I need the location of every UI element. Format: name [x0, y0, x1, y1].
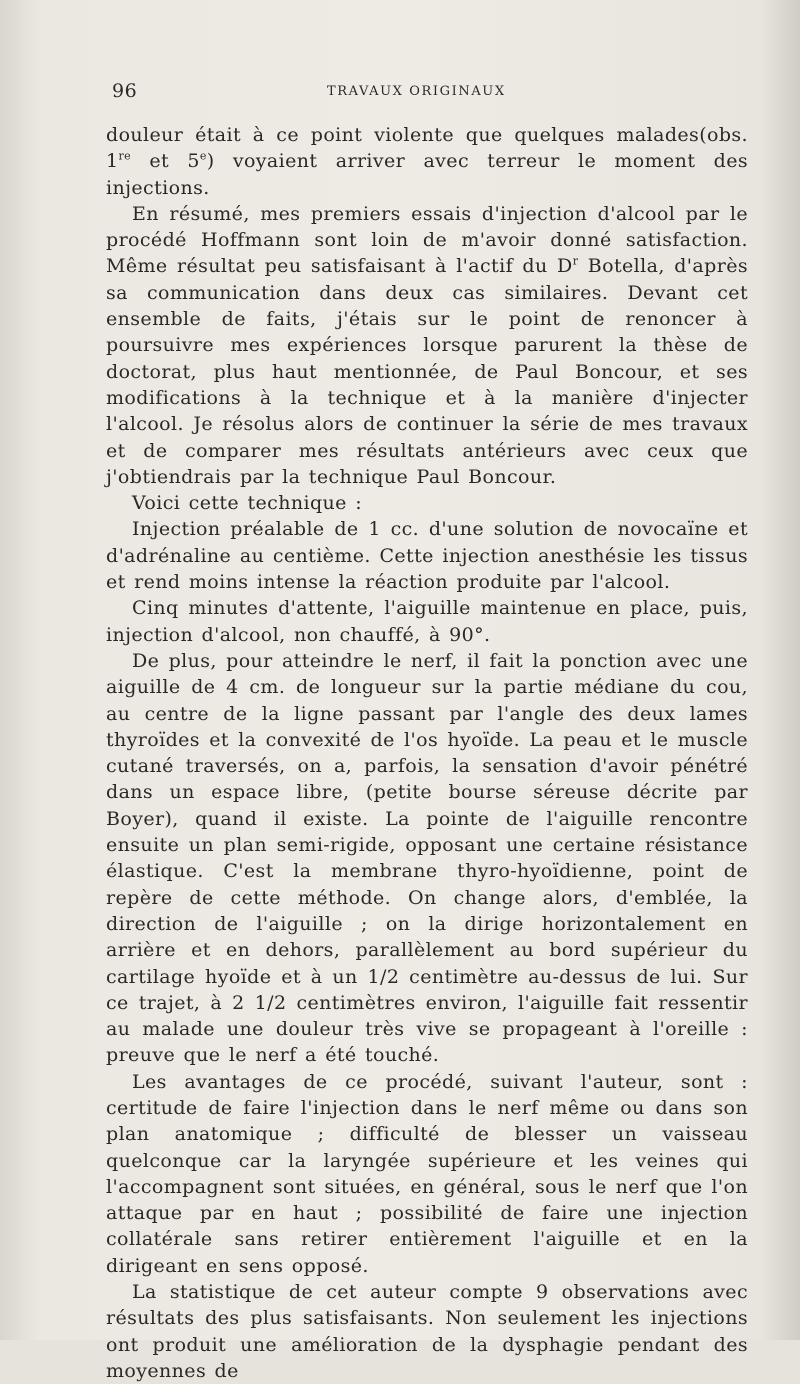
paragraph: Injection préalable de 1 cc. d'une solution de novocaïne et d'adrénaline au centième. Cette injection anesthésie les tissus et rend moins intense la réaction produite par l'alcool. — [106, 518, 748, 594]
paragraph: Cinq minutes d'attente, l'aiguille maintenue en place, puis, injection d'alcool, non chauffé, à 90°. — [106, 597, 748, 646]
paragraph: Voici cette technique : — [132, 492, 363, 515]
paragraph: La statistique de cet auteur compte 9 observations avec résultats des plus satisfaisants. Non seulement les injections ont produit une amélioration de la dysphagie pendant des moyennes de — [106, 1281, 748, 1382]
paragraph: En résumé, mes premiers essais d'injection d'alcool par le procédé Hoffmann sont loin de m'avoir donné satisfaction. Même résultat peu satisfaisant à l'actif du $D^r$ Botella, d'après sa communication dans deux cas similaires. Devant cet ensemble de faits, j'étais sur le point de renoncer à poursuivre mes expériences lorsque parurent la thèse de doctorat, plus haut mentionnée, de Paul Boncour, et ses modifications à la technique et à la manière d'injecter l'alcool. Je résolus alors de continuer la série de mes travaux et de comparer mes résultats antérieurs avec ceux que j'obtiendrais par la technique Paul Boncour. — [106, 202, 748, 488]
page-number: 96 — [112, 80, 138, 102]
page-header — [112, 80, 752, 110]
running-head: TRAVAUX ORIGINAUX — [327, 84, 506, 99]
paragraph: Les avantages de ce procédé, suivant l'auteur, sont : certitude de faire l'injection dans le nerf même ou dans son plan anatomique ; difficulté de blesser un vaisseau quelconque car la laryngée supérieure et les veines qui l'accompagnent sont situées, en général, sous le nerf que l'on attaque par en haut ; possibilité de faire une injection collatérale sans retirer entièrement l'aiguille et en la dirigeant en sens opposé. — [106, 1070, 748, 1277]
body-text — [106, 122, 748, 1384]
paragraph: De plus, pour atteindre le nerf, il fait la ponction avec une aiguille de 4 cm. de longueur sur la partie médiane du cou, au centre de la ligne passant par l'angle des deux lames thyroïdes et la convexité de l'os hyoïde. La peau et le muscle cutané traversés, on a, parfois, la sensation d'avoir pénétré dans un espace libre, (petite bourse séreuse décrite par Boyer), quand il existe. La pointe de l'aiguille rencontre ensuite un plan semi-rigide, opposant une certaine résistance élastique. C'est la membrane thyro-hyoïdienne, point de repère de cette méthode. On change alors, d'emblée, la direction de l'aiguille ; on la dirige horizontalement en arrière et en dehors, parallèlement au bord supérieur du cartilage hyoïde et à un 1/2 centimètre au-dessus de lui. Sur ce trajet, à 2 1/2 centimètres environ, l'aiguille fait ressentir au malade une douleur très vive se propageant à l'oreille : preuve que le nerf a été touché. — [106, 649, 748, 1067]
paragraph: douleur était à ce point violente que quelques malades(obs. 1re et 5e) voyaient arriver avec terreur le moment des injections. — [106, 124, 748, 199]
